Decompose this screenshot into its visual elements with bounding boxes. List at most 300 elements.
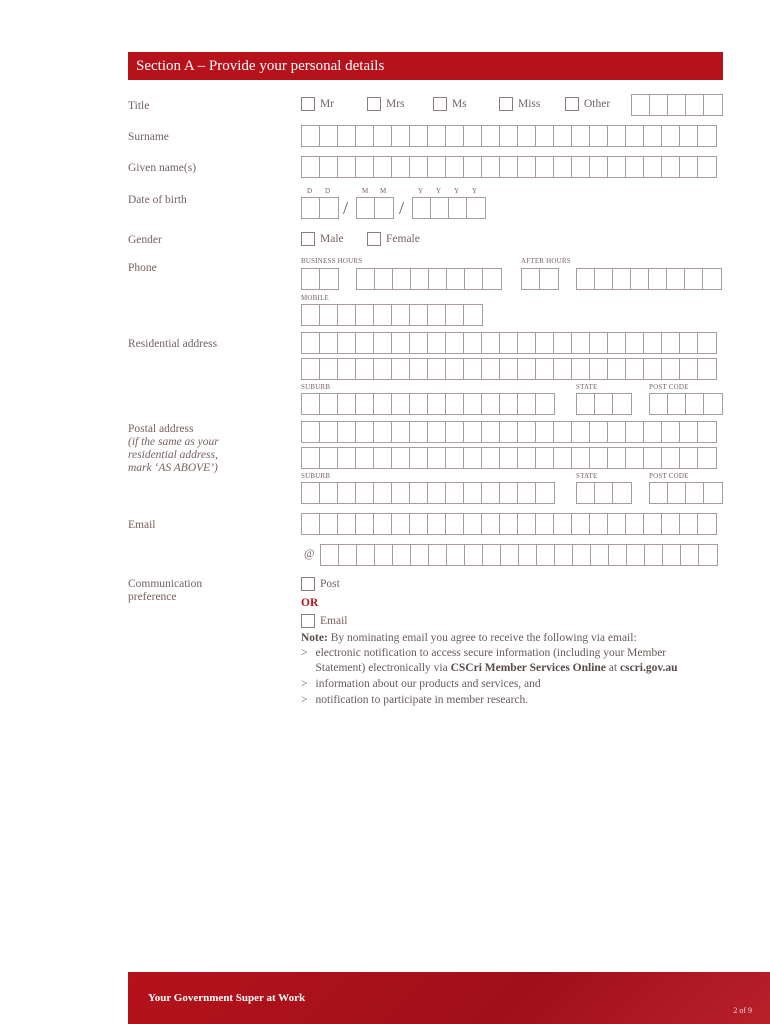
char-cell[interactable] bbox=[320, 448, 338, 468]
char-cell[interactable] bbox=[595, 483, 613, 503]
char-cell[interactable] bbox=[411, 545, 429, 565]
char-cell[interactable] bbox=[686, 394, 704, 414]
char-cell[interactable] bbox=[680, 333, 698, 353]
char-cell[interactable] bbox=[392, 157, 410, 177]
char-cell[interactable] bbox=[357, 545, 375, 565]
mr-checkbox[interactable] bbox=[301, 97, 315, 111]
title-mr-option[interactable]: Mr bbox=[301, 97, 334, 111]
char-cell[interactable] bbox=[410, 394, 428, 414]
char-cell[interactable] bbox=[410, 333, 428, 353]
char-cell[interactable] bbox=[704, 483, 722, 503]
postal-line1-field[interactable] bbox=[301, 421, 717, 443]
char-cell[interactable] bbox=[357, 269, 375, 289]
gender-female-option[interactable]: Female bbox=[367, 232, 420, 246]
char-cell[interactable] bbox=[338, 514, 356, 534]
char-cell[interactable] bbox=[375, 269, 393, 289]
other-checkbox[interactable] bbox=[565, 97, 579, 111]
char-cell[interactable] bbox=[681, 545, 699, 565]
char-cell[interactable] bbox=[446, 333, 464, 353]
char-cell[interactable] bbox=[698, 157, 716, 177]
business-phone-field[interactable] bbox=[356, 268, 502, 290]
char-cell[interactable] bbox=[356, 422, 374, 442]
char-cell[interactable] bbox=[320, 269, 338, 289]
char-cell[interactable] bbox=[302, 198, 320, 218]
char-cell[interactable] bbox=[577, 483, 595, 503]
ms-checkbox[interactable] bbox=[433, 97, 447, 111]
char-cell[interactable] bbox=[698, 359, 716, 379]
char-cell[interactable] bbox=[320, 514, 338, 534]
char-cell[interactable] bbox=[467, 198, 485, 218]
char-cell[interactable] bbox=[650, 394, 668, 414]
char-cell[interactable] bbox=[680, 359, 698, 379]
char-cell[interactable] bbox=[393, 545, 411, 565]
char-cell[interactable] bbox=[554, 448, 572, 468]
char-cell[interactable] bbox=[338, 422, 356, 442]
char-cell[interactable] bbox=[374, 126, 392, 146]
char-cell[interactable] bbox=[410, 359, 428, 379]
char-cell[interactable] bbox=[590, 422, 608, 442]
char-cell[interactable] bbox=[446, 483, 464, 503]
residential-line2-field[interactable] bbox=[301, 358, 717, 380]
char-cell[interactable] bbox=[536, 514, 554, 534]
char-cell[interactable] bbox=[572, 359, 590, 379]
char-cell[interactable] bbox=[356, 157, 374, 177]
char-cell[interactable] bbox=[483, 545, 501, 565]
given-names-field[interactable] bbox=[301, 156, 717, 178]
char-cell[interactable] bbox=[321, 545, 339, 565]
char-cell[interactable] bbox=[338, 483, 356, 503]
char-cell[interactable] bbox=[500, 514, 518, 534]
char-cell[interactable] bbox=[662, 422, 680, 442]
char-cell[interactable] bbox=[302, 448, 320, 468]
char-cell[interactable] bbox=[644, 359, 662, 379]
char-cell[interactable] bbox=[662, 157, 680, 177]
char-cell[interactable] bbox=[680, 448, 698, 468]
comm-post-option[interactable]: Post bbox=[301, 577, 340, 591]
char-cell[interactable] bbox=[650, 95, 668, 115]
char-cell[interactable] bbox=[698, 514, 716, 534]
char-cell[interactable] bbox=[464, 483, 482, 503]
char-cell[interactable] bbox=[428, 359, 446, 379]
postal-line2-field[interactable] bbox=[301, 447, 717, 469]
char-cell[interactable] bbox=[320, 157, 338, 177]
char-cell[interactable] bbox=[374, 333, 392, 353]
char-cell[interactable] bbox=[302, 394, 320, 414]
char-cell[interactable] bbox=[411, 269, 429, 289]
char-cell[interactable] bbox=[428, 483, 446, 503]
char-cell[interactable] bbox=[698, 333, 716, 353]
char-cell[interactable] bbox=[465, 545, 483, 565]
char-cell[interactable] bbox=[591, 545, 609, 565]
char-cell[interactable] bbox=[500, 157, 518, 177]
char-cell[interactable] bbox=[392, 305, 410, 325]
char-cell[interactable] bbox=[413, 198, 431, 218]
char-cell[interactable] bbox=[518, 333, 536, 353]
after-phone-field[interactable] bbox=[576, 268, 722, 290]
char-cell[interactable] bbox=[572, 422, 590, 442]
after-area-code-field[interactable] bbox=[521, 268, 559, 290]
char-cell[interactable] bbox=[482, 483, 500, 503]
char-cell[interactable] bbox=[482, 126, 500, 146]
char-cell[interactable] bbox=[464, 157, 482, 177]
char-cell[interactable] bbox=[446, 157, 464, 177]
char-cell[interactable] bbox=[449, 198, 467, 218]
char-cell[interactable] bbox=[392, 359, 410, 379]
char-cell[interactable] bbox=[429, 545, 447, 565]
char-cell[interactable] bbox=[631, 269, 649, 289]
char-cell[interactable] bbox=[518, 126, 536, 146]
char-cell[interactable] bbox=[375, 198, 393, 218]
char-cell[interactable] bbox=[650, 483, 668, 503]
char-cell[interactable] bbox=[431, 198, 449, 218]
char-cell[interactable] bbox=[608, 157, 626, 177]
char-cell[interactable] bbox=[446, 359, 464, 379]
char-cell[interactable] bbox=[356, 514, 374, 534]
title-other-field[interactable] bbox=[631, 94, 723, 116]
female-checkbox[interactable] bbox=[367, 232, 381, 246]
char-cell[interactable] bbox=[374, 448, 392, 468]
postal-state-field[interactable] bbox=[576, 482, 632, 504]
char-cell[interactable] bbox=[320, 422, 338, 442]
char-cell[interactable] bbox=[644, 126, 662, 146]
char-cell[interactable] bbox=[668, 394, 686, 414]
char-cell[interactable] bbox=[500, 483, 518, 503]
title-miss-option[interactable]: Miss bbox=[499, 97, 540, 111]
char-cell[interactable] bbox=[429, 269, 447, 289]
char-cell[interactable] bbox=[626, 514, 644, 534]
char-cell[interactable] bbox=[302, 157, 320, 177]
char-cell[interactable] bbox=[555, 545, 573, 565]
email-line1-field[interactable] bbox=[301, 513, 717, 535]
char-cell[interactable] bbox=[482, 514, 500, 534]
char-cell[interactable] bbox=[338, 157, 356, 177]
char-cell[interactable] bbox=[626, 126, 644, 146]
char-cell[interactable] bbox=[590, 333, 608, 353]
char-cell[interactable] bbox=[613, 269, 631, 289]
comm-email-option[interactable]: Email bbox=[301, 614, 347, 628]
char-cell[interactable] bbox=[338, 126, 356, 146]
gender-male-option[interactable]: Male bbox=[301, 232, 344, 246]
char-cell[interactable] bbox=[302, 269, 320, 289]
char-cell[interactable] bbox=[357, 198, 375, 218]
char-cell[interactable] bbox=[320, 126, 338, 146]
char-cell[interactable] bbox=[699, 545, 717, 565]
char-cell[interactable] bbox=[446, 514, 464, 534]
char-cell[interactable] bbox=[573, 545, 591, 565]
char-cell[interactable] bbox=[356, 483, 374, 503]
char-cell[interactable] bbox=[500, 359, 518, 379]
char-cell[interactable] bbox=[500, 422, 518, 442]
char-cell[interactable] bbox=[320, 305, 338, 325]
char-cell[interactable] bbox=[338, 359, 356, 379]
char-cell[interactable] bbox=[518, 448, 536, 468]
char-cell[interactable] bbox=[626, 359, 644, 379]
char-cell[interactable] bbox=[464, 359, 482, 379]
char-cell[interactable] bbox=[626, 157, 644, 177]
char-cell[interactable] bbox=[302, 126, 320, 146]
char-cell[interactable] bbox=[686, 483, 704, 503]
char-cell[interactable] bbox=[302, 483, 320, 503]
char-cell[interactable] bbox=[375, 545, 393, 565]
char-cell[interactable] bbox=[662, 448, 680, 468]
char-cell[interactable] bbox=[302, 359, 320, 379]
char-cell[interactable] bbox=[483, 269, 501, 289]
char-cell[interactable] bbox=[554, 333, 572, 353]
char-cell[interactable] bbox=[393, 269, 411, 289]
char-cell[interactable] bbox=[554, 359, 572, 379]
char-cell[interactable] bbox=[613, 394, 631, 414]
char-cell[interactable] bbox=[518, 483, 536, 503]
char-cell[interactable] bbox=[392, 333, 410, 353]
char-cell[interactable] bbox=[536, 483, 554, 503]
char-cell[interactable] bbox=[590, 126, 608, 146]
char-cell[interactable] bbox=[374, 305, 392, 325]
char-cell[interactable] bbox=[500, 126, 518, 146]
char-cell[interactable] bbox=[608, 126, 626, 146]
char-cell[interactable] bbox=[518, 394, 536, 414]
char-cell[interactable] bbox=[410, 157, 428, 177]
char-cell[interactable] bbox=[609, 545, 627, 565]
char-cell[interactable] bbox=[680, 126, 698, 146]
char-cell[interactable] bbox=[627, 545, 645, 565]
char-cell[interactable] bbox=[446, 126, 464, 146]
char-cell[interactable] bbox=[356, 359, 374, 379]
char-cell[interactable] bbox=[662, 126, 680, 146]
char-cell[interactable] bbox=[302, 422, 320, 442]
char-cell[interactable] bbox=[536, 448, 554, 468]
char-cell[interactable] bbox=[680, 157, 698, 177]
char-cell[interactable] bbox=[698, 126, 716, 146]
char-cell[interactable] bbox=[410, 126, 428, 146]
char-cell[interactable] bbox=[446, 448, 464, 468]
dob-day-field[interactable] bbox=[301, 197, 339, 219]
char-cell[interactable] bbox=[644, 448, 662, 468]
char-cell[interactable] bbox=[536, 394, 554, 414]
char-cell[interactable] bbox=[536, 359, 554, 379]
char-cell[interactable] bbox=[608, 448, 626, 468]
email-checkbox[interactable] bbox=[301, 614, 315, 628]
char-cell[interactable] bbox=[572, 333, 590, 353]
char-cell[interactable] bbox=[447, 545, 465, 565]
char-cell[interactable] bbox=[644, 514, 662, 534]
email-domain-field[interactable] bbox=[320, 544, 718, 566]
char-cell[interactable] bbox=[500, 333, 518, 353]
char-cell[interactable] bbox=[320, 333, 338, 353]
char-cell[interactable] bbox=[668, 483, 686, 503]
char-cell[interactable] bbox=[374, 483, 392, 503]
char-cell[interactable] bbox=[302, 305, 320, 325]
char-cell[interactable] bbox=[428, 514, 446, 534]
char-cell[interactable] bbox=[572, 126, 590, 146]
char-cell[interactable] bbox=[577, 269, 595, 289]
char-cell[interactable] bbox=[518, 422, 536, 442]
title-ms-option[interactable]: Ms bbox=[433, 97, 467, 111]
char-cell[interactable] bbox=[302, 333, 320, 353]
char-cell[interactable] bbox=[374, 514, 392, 534]
char-cell[interactable] bbox=[464, 448, 482, 468]
char-cell[interactable] bbox=[338, 333, 356, 353]
business-area-code-field[interactable] bbox=[301, 268, 339, 290]
char-cell[interactable] bbox=[374, 157, 392, 177]
title-other-option[interactable]: Other bbox=[565, 97, 610, 111]
char-cell[interactable] bbox=[410, 448, 428, 468]
char-cell[interactable] bbox=[500, 448, 518, 468]
char-cell[interactable] bbox=[410, 422, 428, 442]
char-cell[interactable] bbox=[392, 483, 410, 503]
char-cell[interactable] bbox=[613, 483, 631, 503]
char-cell[interactable] bbox=[339, 545, 357, 565]
char-cell[interactable] bbox=[302, 514, 320, 534]
char-cell[interactable] bbox=[464, 514, 482, 534]
postal-suburb-field[interactable] bbox=[301, 482, 555, 504]
char-cell[interactable] bbox=[447, 269, 465, 289]
char-cell[interactable] bbox=[518, 359, 536, 379]
title-mrs-option[interactable]: Mrs bbox=[367, 97, 405, 111]
char-cell[interactable] bbox=[522, 269, 540, 289]
char-cell[interactable] bbox=[577, 394, 595, 414]
char-cell[interactable] bbox=[410, 305, 428, 325]
char-cell[interactable] bbox=[590, 448, 608, 468]
char-cell[interactable] bbox=[572, 514, 590, 534]
char-cell[interactable] bbox=[464, 422, 482, 442]
char-cell[interactable] bbox=[482, 359, 500, 379]
char-cell[interactable] bbox=[428, 126, 446, 146]
dob-month-field[interactable] bbox=[356, 197, 394, 219]
char-cell[interactable] bbox=[446, 305, 464, 325]
char-cell[interactable] bbox=[356, 333, 374, 353]
char-cell[interactable] bbox=[356, 305, 374, 325]
residential-postcode-field[interactable] bbox=[649, 393, 723, 415]
char-cell[interactable] bbox=[446, 394, 464, 414]
char-cell[interactable] bbox=[482, 333, 500, 353]
char-cell[interactable] bbox=[608, 333, 626, 353]
char-cell[interactable] bbox=[428, 448, 446, 468]
char-cell[interactable] bbox=[686, 95, 704, 115]
char-cell[interactable] bbox=[500, 394, 518, 414]
char-cell[interactable] bbox=[662, 359, 680, 379]
char-cell[interactable] bbox=[519, 545, 537, 565]
char-cell[interactable] bbox=[464, 305, 482, 325]
residential-line1-field[interactable] bbox=[301, 332, 717, 354]
char-cell[interactable] bbox=[392, 394, 410, 414]
char-cell[interactable] bbox=[464, 333, 482, 353]
char-cell[interactable] bbox=[536, 126, 554, 146]
char-cell[interactable] bbox=[446, 422, 464, 442]
char-cell[interactable] bbox=[392, 448, 410, 468]
char-cell[interactable] bbox=[356, 394, 374, 414]
char-cell[interactable] bbox=[698, 448, 716, 468]
char-cell[interactable] bbox=[704, 95, 722, 115]
char-cell[interactable] bbox=[554, 126, 572, 146]
char-cell[interactable] bbox=[320, 359, 338, 379]
char-cell[interactable] bbox=[536, 422, 554, 442]
char-cell[interactable] bbox=[626, 448, 644, 468]
char-cell[interactable] bbox=[540, 269, 558, 289]
char-cell[interactable] bbox=[572, 157, 590, 177]
char-cell[interactable] bbox=[428, 305, 446, 325]
char-cell[interactable] bbox=[428, 157, 446, 177]
char-cell[interactable] bbox=[428, 422, 446, 442]
mobile-field[interactable] bbox=[301, 304, 483, 326]
miss-checkbox[interactable] bbox=[499, 97, 513, 111]
char-cell[interactable] bbox=[554, 422, 572, 442]
residential-suburb-field[interactable] bbox=[301, 393, 555, 415]
char-cell[interactable] bbox=[374, 359, 392, 379]
postal-postcode-field[interactable] bbox=[649, 482, 723, 504]
char-cell[interactable] bbox=[338, 448, 356, 468]
char-cell[interactable] bbox=[464, 126, 482, 146]
residential-state-field[interactable] bbox=[576, 393, 632, 415]
char-cell[interactable] bbox=[537, 545, 555, 565]
char-cell[interactable] bbox=[518, 157, 536, 177]
char-cell[interactable] bbox=[392, 126, 410, 146]
mrs-checkbox[interactable] bbox=[367, 97, 381, 111]
char-cell[interactable] bbox=[482, 157, 500, 177]
char-cell[interactable] bbox=[626, 333, 644, 353]
char-cell[interactable] bbox=[482, 394, 500, 414]
char-cell[interactable] bbox=[374, 394, 392, 414]
char-cell[interactable] bbox=[392, 514, 410, 534]
char-cell[interactable] bbox=[608, 359, 626, 379]
char-cell[interactable] bbox=[482, 422, 500, 442]
char-cell[interactable] bbox=[464, 394, 482, 414]
char-cell[interactable] bbox=[320, 198, 338, 218]
char-cell[interactable] bbox=[356, 126, 374, 146]
char-cell[interactable] bbox=[338, 305, 356, 325]
char-cell[interactable] bbox=[626, 422, 644, 442]
surname-field[interactable] bbox=[301, 125, 717, 147]
char-cell[interactable] bbox=[338, 394, 356, 414]
char-cell[interactable] bbox=[649, 269, 667, 289]
char-cell[interactable] bbox=[518, 514, 536, 534]
char-cell[interactable] bbox=[320, 483, 338, 503]
char-cell[interactable] bbox=[428, 394, 446, 414]
char-cell[interactable] bbox=[410, 514, 428, 534]
char-cell[interactable] bbox=[667, 269, 685, 289]
char-cell[interactable] bbox=[392, 422, 410, 442]
char-cell[interactable] bbox=[608, 514, 626, 534]
char-cell[interactable] bbox=[644, 422, 662, 442]
char-cell[interactable] bbox=[536, 157, 554, 177]
post-checkbox[interactable] bbox=[301, 577, 315, 591]
char-cell[interactable] bbox=[536, 333, 554, 353]
char-cell[interactable] bbox=[482, 448, 500, 468]
char-cell[interactable] bbox=[501, 545, 519, 565]
char-cell[interactable] bbox=[644, 333, 662, 353]
char-cell[interactable] bbox=[663, 545, 681, 565]
char-cell[interactable] bbox=[668, 95, 686, 115]
char-cell[interactable] bbox=[554, 157, 572, 177]
char-cell[interactable] bbox=[356, 448, 374, 468]
char-cell[interactable] bbox=[554, 514, 572, 534]
char-cell[interactable] bbox=[662, 333, 680, 353]
char-cell[interactable] bbox=[703, 269, 721, 289]
char-cell[interactable] bbox=[590, 359, 608, 379]
char-cell[interactable] bbox=[374, 422, 392, 442]
char-cell[interactable] bbox=[410, 483, 428, 503]
char-cell[interactable] bbox=[645, 545, 663, 565]
char-cell[interactable] bbox=[704, 394, 722, 414]
char-cell[interactable] bbox=[685, 269, 703, 289]
char-cell[interactable] bbox=[595, 269, 613, 289]
char-cell[interactable] bbox=[608, 422, 626, 442]
char-cell[interactable] bbox=[320, 394, 338, 414]
char-cell[interactable] bbox=[632, 95, 650, 115]
char-cell[interactable] bbox=[680, 422, 698, 442]
male-checkbox[interactable] bbox=[301, 232, 315, 246]
char-cell[interactable] bbox=[590, 157, 608, 177]
char-cell[interactable] bbox=[595, 394, 613, 414]
